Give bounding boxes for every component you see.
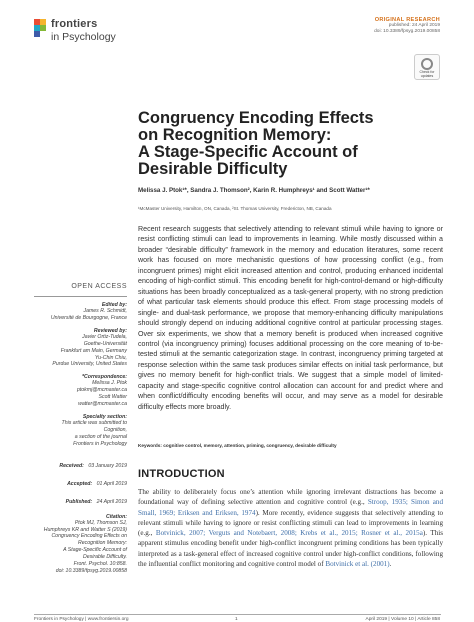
- logo-name: frontiers: [51, 18, 98, 30]
- correspondence-email[interactable]: watter@mcmaster.ca: [78, 401, 127, 408]
- citation-link[interactable]: Stroop, 1935; Simon and Small, 1969; Eriksen and Eriksen, 1974: [138, 498, 443, 517]
- abstract: Recent research suggests that selectively attending to relevant stimuli while having to ignore or resist conflicting stimuli can lead to improvements in learning. While mostly discussed within a broader “desirable difficulty” framework in the memory and education literatures, some recent work has focused on more mechanistic questions of how processing conflict (e.g., from incongruent primes) might elicit increased attention and control, producing enhanced incidental encoding of high-conflict stimuli. This encoding benefit for high-control-demand or high-difficulty situations has been broadly conceptualized as a task-general property, with no strong prediction of what particular task elements should produce this effect. From stage processing models of single- and dual-task performance, we propose that memory-enhancing difficulty manipulations should strongly depend on inducing additional cognitive control at particular processing stages. Over six experiments, we show that a memory benefit is produced when increased cognitive control (via incongruency priming) focuses additional processing on the core meaning of to-be-tested stimuli at the semantic categorization stage. In contrast, incongruency priming targeted at response selection within the same task produces similar effects on initial task performance, but gives no memory benefit for high-conflict trials. We suggest that a simple model of limited-capacity and stage-specific cognitive control allocation can account for and predict where and when conflict/difficulty encoding benefits will occur, and may serve as a model for desirable difficulty effects more broadly.: [138, 225, 443, 411]
- introduction-heading: INTRODUCTION: [138, 468, 225, 480]
- specialty-line: Cognition,: [103, 426, 127, 433]
- accepted-label: Accepted:: [67, 480, 93, 487]
- open-access-label: OPEN ACCESS: [71, 283, 127, 290]
- footer-issue: April 2019 | Volume 10 | Article 858: [365, 617, 440, 622]
- correspondence-line: Melissa J. Ptok: [92, 380, 127, 387]
- citation-label: Citation:: [105, 513, 127, 520]
- title-line: Congruency Encoding Effects: [138, 109, 374, 127]
- citation-link[interactable]: Botvinick, 2007; Verguts and Notebaert, 2008; Krebs et al., 2015; Rosner et al., 2015a: [155, 529, 423, 538]
- citation-doi[interactable]: doi: 10.3389/fpsyg.2019.00858: [55, 567, 127, 574]
- specialty-line: Frontiers in Psychology: [73, 440, 127, 447]
- keywords-text: cognitive control, memory, attention, priming, congruency, desirable difficulty: [163, 443, 337, 448]
- sidebar-divider: [34, 296, 127, 297]
- frontiers-logo-icon: [34, 19, 48, 37]
- article-title: [138, 110, 438, 178]
- citation-line: Congruency Encoding Effects on: [51, 533, 127, 540]
- intro-text-part: .: [389, 560, 392, 569]
- edited-by-label: Edited by:: [101, 302, 127, 308]
- intro-text-part: The ability to deliberately focus one’s attention while ignoring irrelevant distractions has become a foundational way of defining selective attention and cognitive control (e.g.,: [138, 488, 443, 507]
- author-list: Melissa J. Ptok¹*, Sandra J. Thomson², Karin R. Humphreys¹ and Scott Watter¹*: [138, 187, 370, 194]
- check-for-updates-button[interactable]: [414, 54, 440, 80]
- doi[interactable]: doi: 10.3389/fpsyg.2019.00858: [374, 29, 440, 35]
- received-date: 03 January 2019: [88, 462, 127, 469]
- affiliations: ¹McMaster University, Hamilton, ON, Canada, ²St. Thomas University, Fredericton, NB, Canada: [138, 206, 332, 211]
- citation-line: Recognition Memory:: [77, 540, 127, 547]
- correspondence-line: Scott Watter: [98, 394, 127, 401]
- published-label: Published:: [65, 498, 93, 505]
- citation-line: Ptok MJ, Thomson SJ,: [74, 519, 127, 526]
- correspondence-label: *Correspondence:: [82, 374, 127, 381]
- title-line: Desirable Difficulty: [138, 160, 288, 178]
- published-row: [34, 490, 127, 508]
- editor-line[interactable]: James R. Schmidt,: [83, 308, 127, 314]
- reviewer-line: Frankfurt am Main, Germany: [60, 347, 127, 354]
- citation-line: Desirable Difficulty.: [82, 554, 127, 561]
- accepted-row: [34, 472, 127, 490]
- citation-link[interactable]: Botvinick et al. (2001): [325, 560, 390, 569]
- check-updates-label: Check for updates: [419, 70, 435, 78]
- logo-journal: in Psychology: [51, 31, 116, 43]
- article-meta-header: [374, 17, 440, 35]
- published-date-sidebar: 24 April 2019: [96, 498, 127, 505]
- reviewer-line: Purdue University, United States: [52, 361, 127, 368]
- specialty-line: a section of the journal: [74, 433, 127, 440]
- introduction-text: [138, 487, 443, 569]
- journal-logo: [34, 18, 124, 54]
- footer-journal[interactable]: Frontiers in Psychology | www.frontiersin.org: [34, 617, 129, 622]
- check-updates-icon: [421, 58, 433, 70]
- intro-text-part: ). This apparent stimulus encoding benefit under high-conflict incongruent priming conditions has been typically interpreted as a task-general effect of increased cognitive control under high-conflict conditions, following the influential conflict monitoring and cognitive control model of: [138, 529, 443, 569]
- intro-text-part: ). More recently, evidence suggests that selectively attending to relevant stimuli while having to ignore or resist conflicting stimuli can lead to improvements in learning (e.g.,: [138, 508, 443, 538]
- title-line: on Recognition Memory:: [138, 126, 332, 144]
- reviewer-line[interactable]: Yu-Chin Chiu,: [94, 354, 127, 361]
- reviewer-line[interactable]: Javier Ortiz-Tudela,: [82, 333, 127, 340]
- title-line: A Stage-Specific Account of: [138, 143, 358, 161]
- keywords: [138, 443, 443, 448]
- keywords-label: Keywords:: [138, 443, 162, 448]
- specialty-line: This article was submitted to: [61, 419, 127, 426]
- editor-line: Université de Bourgogne, France: [50, 314, 127, 321]
- accepted-date: 01 April 2019: [96, 480, 127, 487]
- reviewed-by-label: Reviewed by:: [93, 327, 127, 334]
- reviewer-line: Goethe-Universität: [83, 340, 127, 347]
- article-type: ORIGINAL RESEARCH: [374, 17, 440, 23]
- citation-line: Humphreys KR and Watter S (2019): [43, 526, 127, 533]
- specialty-label: Specialty section:: [82, 413, 127, 420]
- citation-line: Front. Psychol. 10:858.: [73, 561, 127, 568]
- citation-line: A Stage-Specific Account of: [63, 547, 127, 554]
- correspondence-email[interactable]: ptokmj@mcmaster.ca: [76, 387, 127, 394]
- footer-divider: [34, 614, 441, 615]
- received-row: [34, 454, 127, 472]
- sidebar-meta: [34, 302, 127, 575]
- footer-page-number: 1: [235, 617, 238, 622]
- received-label: Received:: [59, 462, 84, 469]
- published-date: published: 24 April 2019: [388, 23, 440, 28]
